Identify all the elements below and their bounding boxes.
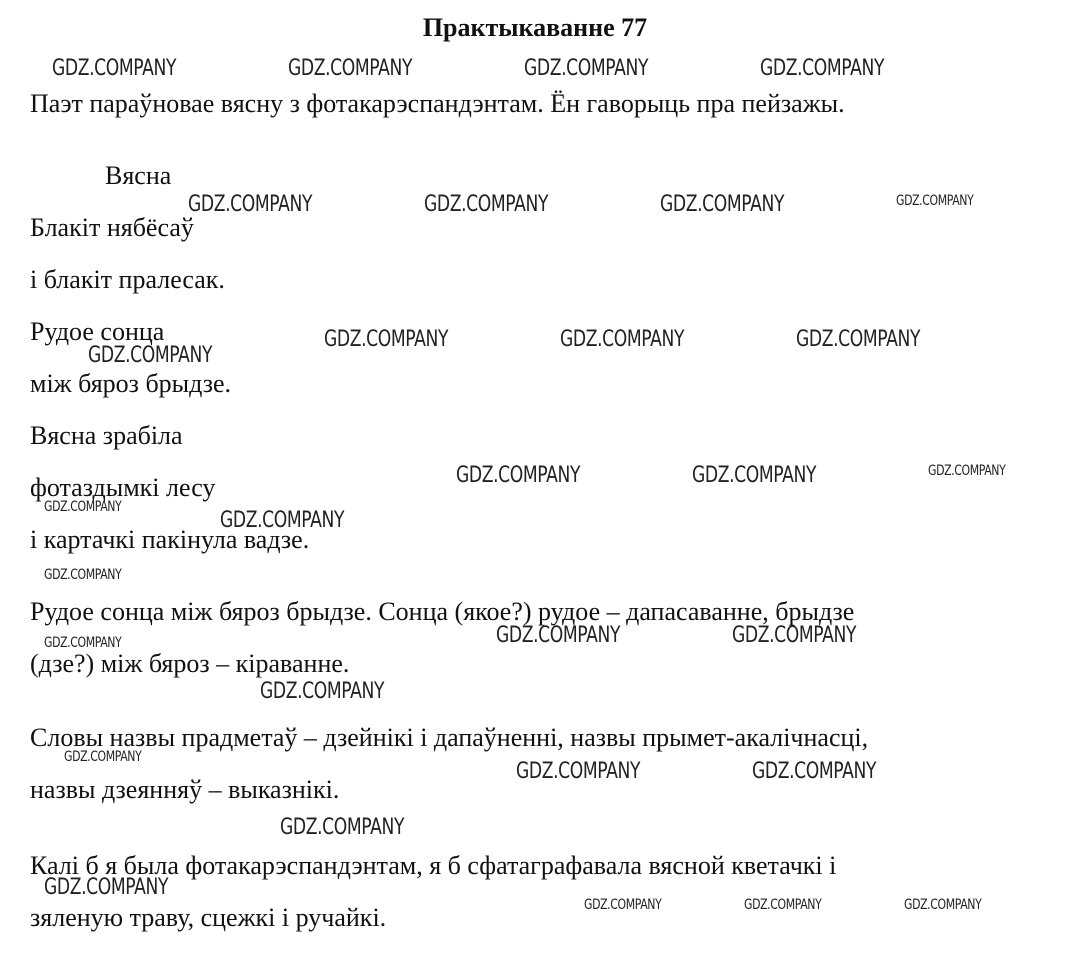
- watermark: GDZ.COMPANY: [584, 897, 662, 913]
- poem-line: Рудое сонца: [30, 317, 165, 346]
- watermark: GDZ.COMPANY: [744, 897, 822, 913]
- watermark: GDZ.COMPANY: [760, 56, 885, 81]
- watermark: GDZ.COMPANY: [904, 897, 982, 913]
- watermark: GDZ.COMPANY: [220, 508, 345, 533]
- watermark: GDZ.COMPANY: [796, 327, 921, 352]
- watermark: GDZ.COMPANY: [324, 327, 449, 352]
- watermark: GDZ.COMPANY: [524, 56, 649, 81]
- watermark: GDZ.COMPANY: [752, 759, 877, 784]
- watermark: GDZ.COMPANY: [560, 327, 685, 352]
- members-line: Словы назвы прадметаў – дзейнікі і дапаўненні, назвы прымет-акалічнасці,: [30, 723, 869, 752]
- watermark: GDZ.COMPANY: [896, 193, 974, 209]
- intro-text: Паэт параўновае вясну з фотакарэспандэнтам. Ён гаворыць пра пейзажы.: [30, 89, 845, 118]
- watermark: GDZ.COMPANY: [288, 56, 413, 81]
- poem-line: Блакіт нябёсаў: [30, 213, 194, 242]
- watermark: GDZ.COMPANY: [660, 192, 785, 217]
- poem-line: Вясна зрабіла: [30, 421, 183, 450]
- analysis-line: Рудое сонца між бяроз брыдзе. Сонца (якое?) рудое – дапасаванне, брыдзе: [30, 597, 855, 626]
- watermark: GDZ.COMPANY: [88, 343, 213, 368]
- watermark: GDZ.COMPANY: [260, 679, 385, 704]
- watermark: GDZ.COMPANY: [692, 463, 817, 488]
- answer-line: зяленую траву, сцежкі і ручайкі.: [30, 903, 387, 932]
- watermark: GDZ.COMPANY: [456, 463, 581, 488]
- poem-line: між бяроз брыдзе.: [30, 369, 232, 398]
- watermark: GDZ.COMPANY: [496, 623, 621, 648]
- watermark: GDZ.COMPANY: [44, 875, 169, 900]
- members-line: назвы дзеянняў – выказнікі.: [30, 775, 340, 804]
- watermark: GDZ.COMPANY: [188, 192, 313, 217]
- watermark: GDZ.COMPANY: [928, 463, 1006, 479]
- watermark: GDZ.COMPANY: [52, 56, 177, 81]
- answer-line: Калі б я была фотакарэспандэнтам, я б сфатаграфавала вясной кветачкі і: [30, 851, 837, 880]
- watermark: GDZ.COMPANY: [44, 567, 122, 583]
- poem-line: і картачкі пакінула вадзе.: [30, 525, 310, 554]
- watermark: GDZ.COMPANY: [424, 192, 549, 217]
- poem-line: і блакіт пралесак.: [30, 265, 225, 294]
- poem-title: Вясна: [105, 161, 172, 190]
- page-title: Практыкаванне 77: [422, 13, 648, 42]
- watermark: GDZ.COMPANY: [44, 499, 122, 515]
- analysis-line: (дзе?) між бяроз – кіраванне.: [30, 649, 350, 678]
- watermark: GDZ.COMPANY: [732, 623, 857, 648]
- watermark: GDZ.COMPANY: [64, 749, 142, 765]
- poem-line: фотаздымкі лесу: [30, 473, 216, 502]
- watermark: GDZ.COMPANY: [516, 759, 641, 784]
- watermark: GDZ.COMPANY: [44, 635, 122, 651]
- watermark: GDZ.COMPANY: [280, 815, 405, 840]
